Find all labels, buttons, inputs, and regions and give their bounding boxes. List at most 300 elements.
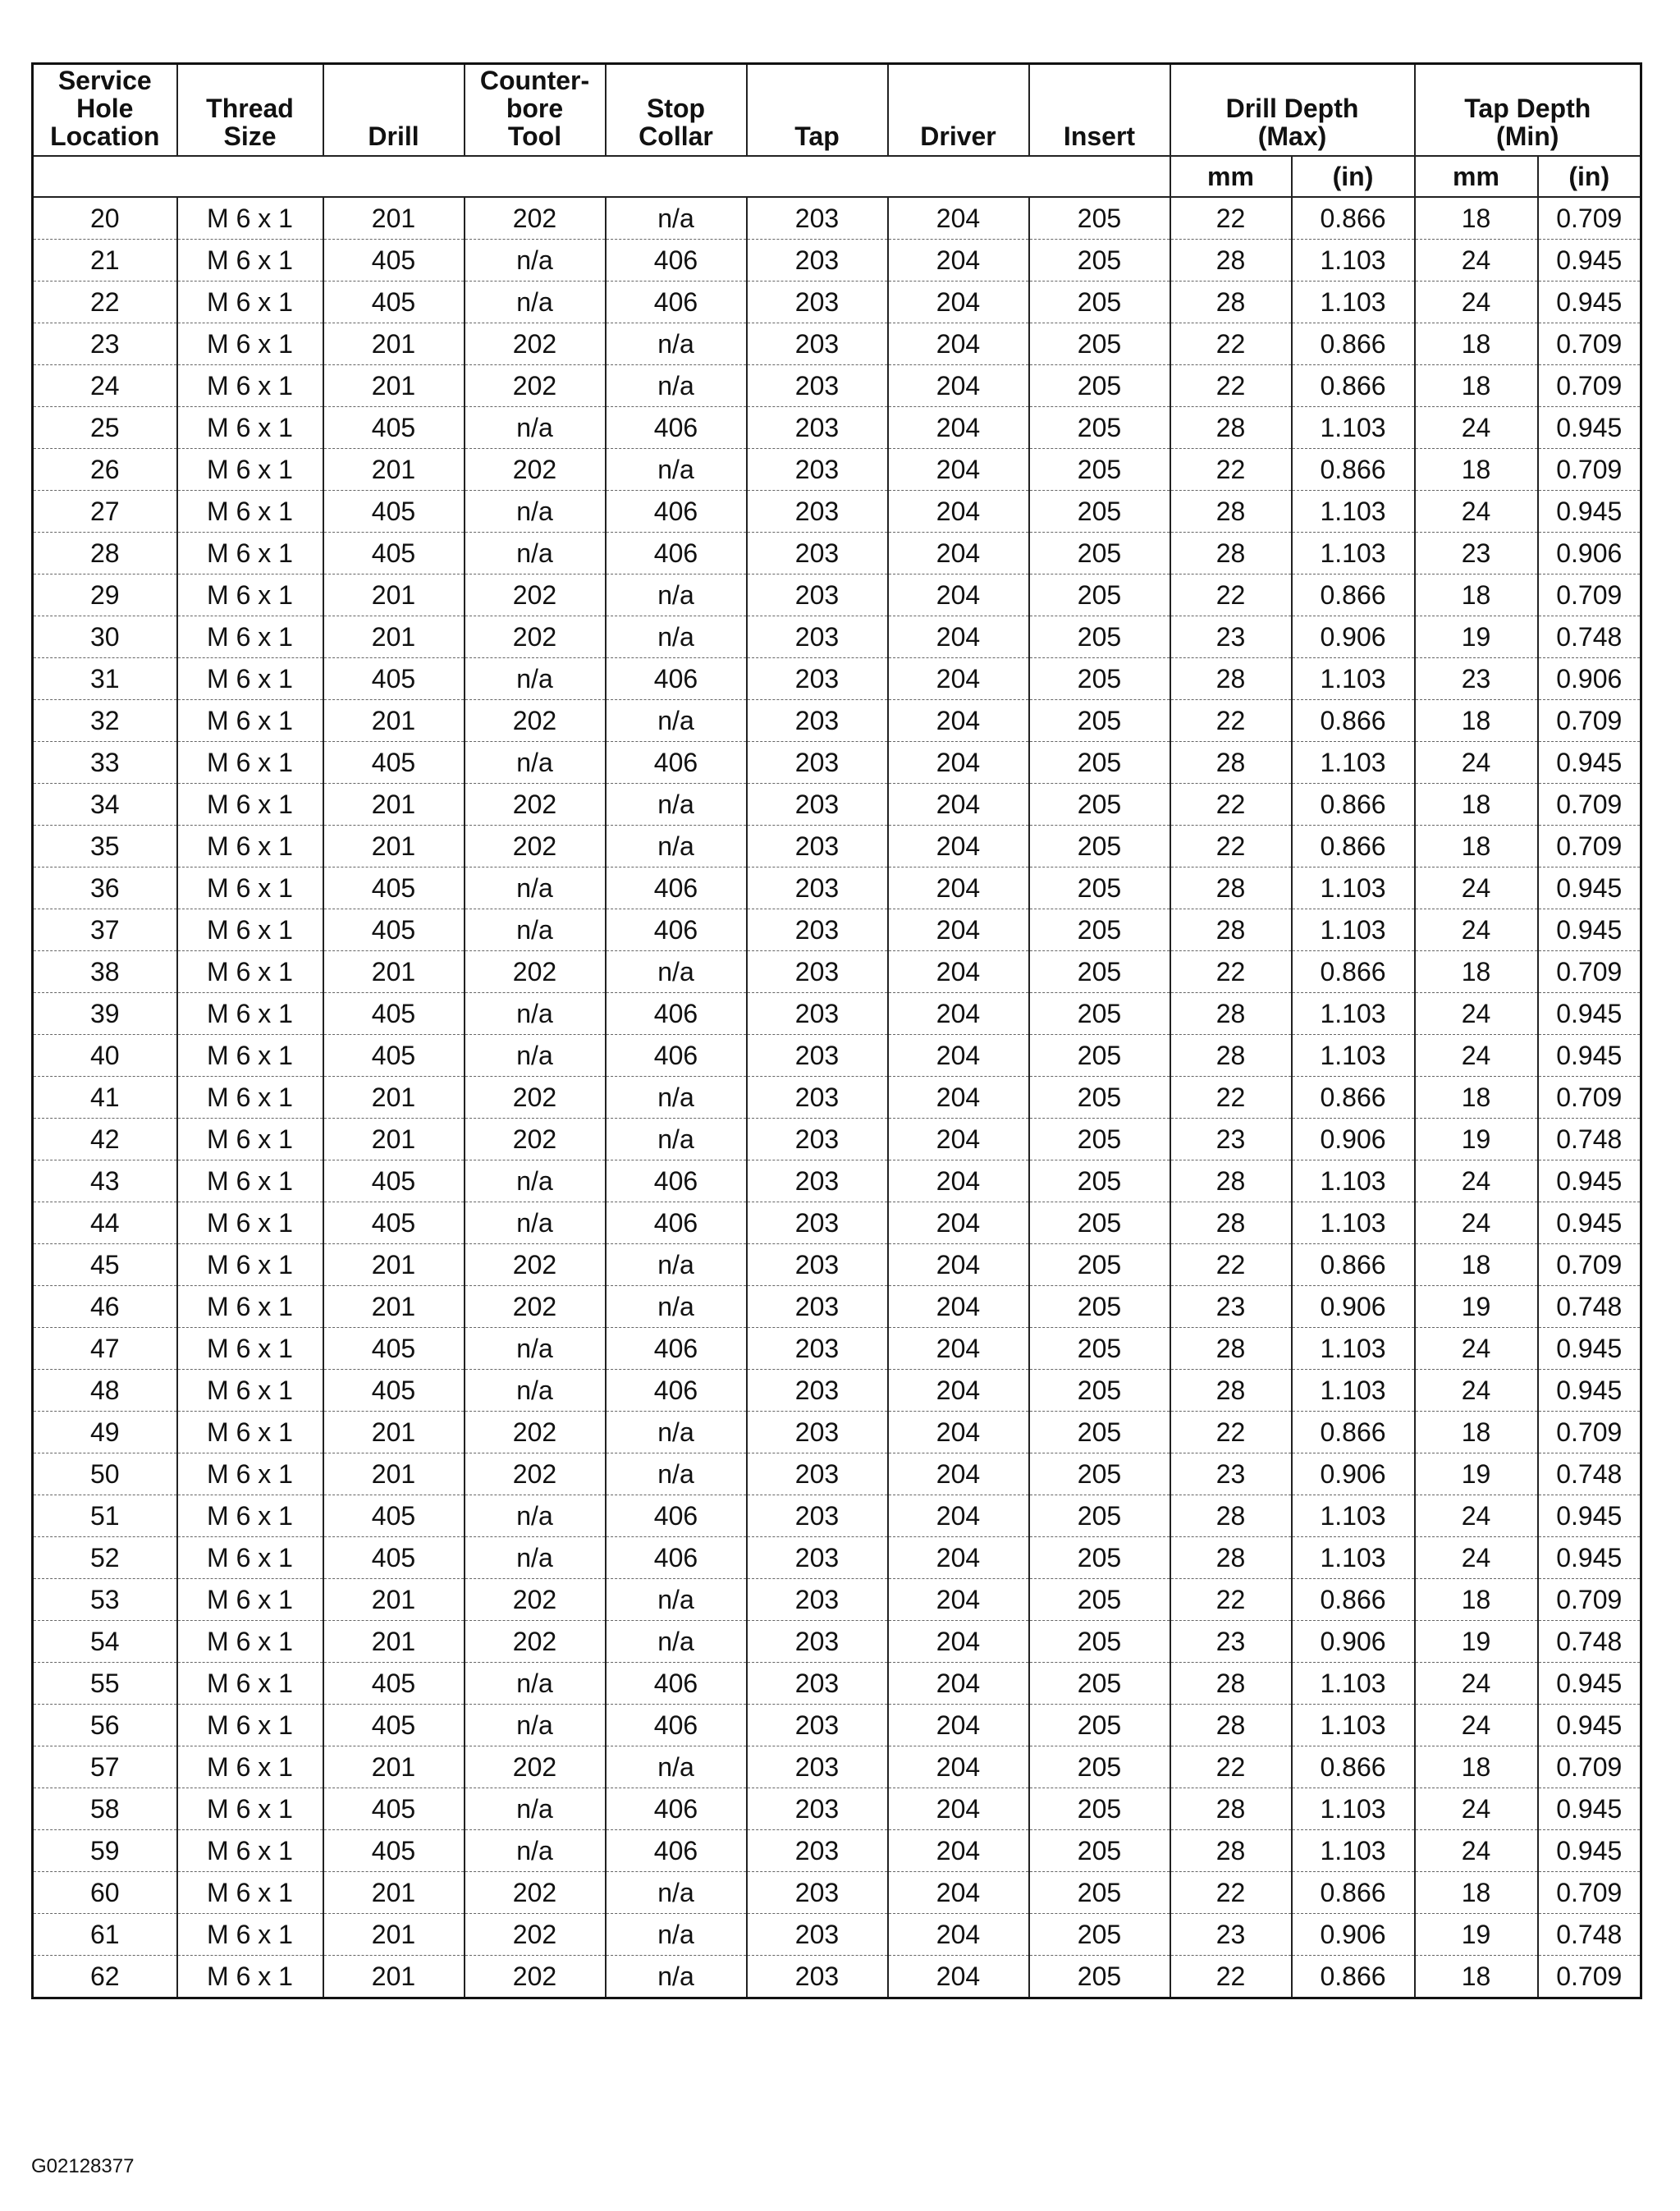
cell-drill-depth-in: 0.866 [1292, 1956, 1415, 1998]
cell-driver: 204 [888, 616, 1029, 658]
cell-drill: 405 [323, 1830, 465, 1872]
cell-drill: 201 [323, 1914, 465, 1956]
cell-driver: 204 [888, 323, 1029, 365]
cell-tap: 203 [747, 1202, 888, 1244]
cell-drill-depth-mm: 28 [1170, 1328, 1292, 1370]
cell-stop-collar: n/a [606, 1412, 747, 1453]
cell-stop-collar: n/a [606, 1579, 747, 1621]
cell-drill: 201 [323, 1286, 465, 1328]
cell-counterbore-tool: 202 [465, 826, 606, 867]
table-row [33, 1328, 1641, 1370]
header-drill: Drill [323, 64, 465, 157]
cell-insert: 205 [1029, 826, 1170, 867]
cell-drill-depth-in: 1.103 [1292, 1705, 1415, 1746]
cell-driver: 204 [888, 1119, 1029, 1160]
cell-counterbore-tool: 202 [465, 197, 606, 240]
cell-tap-depth-mm: 18 [1415, 1412, 1538, 1453]
cell-counterbore-tool: n/a [465, 1035, 606, 1077]
cell-drill: 405 [323, 240, 465, 282]
table-row [33, 240, 1641, 282]
cell-drill-depth-in: 1.103 [1292, 1537, 1415, 1579]
header-text: Location [50, 121, 160, 151]
cell-tap-depth-mm: 18 [1415, 700, 1538, 742]
cell-tap-depth-in: 0.709 [1538, 365, 1641, 407]
cell-stop-collar: 406 [606, 1370, 747, 1412]
cell-drill-depth-mm: 28 [1170, 742, 1292, 784]
cell-tap: 203 [747, 951, 888, 993]
cell-stop-collar: 406 [606, 1830, 747, 1872]
table-row [33, 1663, 1641, 1705]
cell-location: 21 [33, 240, 177, 282]
cell-tap-depth-in: 0.748 [1538, 1621, 1641, 1663]
cell-drill-depth-in: 0.866 [1292, 449, 1415, 491]
cell-drill-depth-mm: 28 [1170, 658, 1292, 700]
cell-thread-size: M 6 x 1 [177, 1160, 323, 1202]
cell-insert: 205 [1029, 1956, 1170, 1998]
cell-tap: 203 [747, 1579, 888, 1621]
cell-tap: 203 [747, 1495, 888, 1537]
cell-tap: 203 [747, 1077, 888, 1119]
cell-drill-depth-mm: 28 [1170, 1202, 1292, 1244]
cell-drill: 201 [323, 700, 465, 742]
units-row-spacer [33, 156, 1170, 197]
header-tap: Tap [747, 64, 888, 157]
cell-tap: 203 [747, 1412, 888, 1453]
cell-tap-depth-in: 0.945 [1538, 1202, 1641, 1244]
cell-tap-depth-mm: 24 [1415, 1495, 1538, 1537]
cell-driver: 204 [888, 1286, 1029, 1328]
cell-drill: 405 [323, 533, 465, 574]
table-row [33, 1495, 1641, 1537]
cell-location: 56 [33, 1705, 177, 1746]
cell-thread-size: M 6 x 1 [177, 1746, 323, 1788]
header-driver: Driver [888, 64, 1029, 157]
table-row [33, 282, 1641, 323]
cell-counterbore-tool: n/a [465, 909, 606, 951]
table-row [33, 1621, 1641, 1663]
cell-stop-collar: 406 [606, 1035, 747, 1077]
cell-counterbore-tool: n/a [465, 1328, 606, 1370]
table-row [33, 449, 1641, 491]
cell-drill-depth-mm: 22 [1170, 1412, 1292, 1453]
unit-drill-mm: mm [1170, 156, 1292, 197]
cell-insert: 205 [1029, 1202, 1170, 1244]
cell-drill: 201 [323, 616, 465, 658]
cell-drill: 405 [323, 1160, 465, 1202]
cell-drill-depth-mm: 28 [1170, 909, 1292, 951]
cell-tap-depth-in: 0.709 [1538, 1077, 1641, 1119]
cell-tap-depth-in: 0.945 [1538, 1160, 1641, 1202]
cell-counterbore-tool: 202 [465, 323, 606, 365]
cell-counterbore-tool: n/a [465, 1788, 606, 1830]
cell-driver: 204 [888, 1914, 1029, 1956]
cell-tap-depth-mm: 18 [1415, 197, 1538, 240]
cell-driver: 204 [888, 574, 1029, 616]
cell-location: 57 [33, 1746, 177, 1788]
header-text: (Max) [1257, 121, 1327, 151]
cell-tap: 203 [747, 491, 888, 533]
cell-stop-collar: n/a [606, 1872, 747, 1914]
cell-driver: 204 [888, 1244, 1029, 1286]
cell-drill-depth-in: 0.906 [1292, 616, 1415, 658]
cell-thread-size: M 6 x 1 [177, 909, 323, 951]
cell-tap: 203 [747, 365, 888, 407]
cell-tap: 203 [747, 1160, 888, 1202]
cell-tap-depth-in: 0.945 [1538, 282, 1641, 323]
table-row [33, 533, 1641, 574]
cell-drill-depth-in: 1.103 [1292, 282, 1415, 323]
cell-thread-size: M 6 x 1 [177, 1328, 323, 1370]
cell-driver: 204 [888, 742, 1029, 784]
cell-counterbore-tool: 202 [465, 1579, 606, 1621]
cell-thread-size: M 6 x 1 [177, 1244, 323, 1286]
cell-insert: 205 [1029, 1872, 1170, 1914]
cell-thread-size: M 6 x 1 [177, 993, 323, 1035]
header-text: Counter- [479, 66, 590, 95]
header-row [33, 64, 1641, 157]
cell-thread-size: M 6 x 1 [177, 826, 323, 867]
table-row [33, 574, 1641, 616]
cell-location: 45 [33, 1244, 177, 1286]
cell-tap: 203 [747, 826, 888, 867]
cell-driver: 204 [888, 784, 1029, 826]
cell-counterbore-tool: n/a [465, 1830, 606, 1872]
cell-thread-size: M 6 x 1 [177, 1412, 323, 1453]
table-row [33, 909, 1641, 951]
table-row [33, 1453, 1641, 1495]
cell-counterbore-tool: n/a [465, 1495, 606, 1537]
cell-thread-size: M 6 x 1 [177, 365, 323, 407]
cell-drill-depth-mm: 22 [1170, 323, 1292, 365]
cell-drill: 201 [323, 1244, 465, 1286]
cell-drill: 201 [323, 574, 465, 616]
cell-tap-depth-in: 0.945 [1538, 742, 1641, 784]
cell-insert: 205 [1029, 1370, 1170, 1412]
cell-drill-depth-in: 1.103 [1292, 742, 1415, 784]
cell-insert: 205 [1029, 1537, 1170, 1579]
cell-insert: 205 [1029, 449, 1170, 491]
cell-tap-depth-in: 0.709 [1538, 449, 1641, 491]
cell-counterbore-tool: n/a [465, 533, 606, 574]
table-row [33, 1160, 1641, 1202]
cell-stop-collar: n/a [606, 1956, 747, 1998]
cell-driver: 204 [888, 197, 1029, 240]
cell-drill-depth-mm: 22 [1170, 1077, 1292, 1119]
cell-driver: 204 [888, 1872, 1029, 1914]
cell-tap-depth-mm: 18 [1415, 1746, 1538, 1788]
table-row [33, 407, 1641, 449]
cell-location: 60 [33, 1872, 177, 1914]
cell-driver: 204 [888, 1453, 1029, 1495]
cell-insert: 205 [1029, 867, 1170, 909]
cell-tap-depth-in: 0.748 [1538, 1453, 1641, 1495]
cell-driver: 204 [888, 1495, 1029, 1537]
cell-counterbore-tool: n/a [465, 1537, 606, 1579]
cell-stop-collar: 406 [606, 1160, 747, 1202]
cell-driver: 204 [888, 1746, 1029, 1788]
cell-drill-depth-in: 0.866 [1292, 197, 1415, 240]
cell-drill-depth-mm: 28 [1170, 1788, 1292, 1830]
cell-location: 37 [33, 909, 177, 951]
cell-thread-size: M 6 x 1 [177, 951, 323, 993]
cell-drill-depth-in: 1.103 [1292, 993, 1415, 1035]
cell-counterbore-tool: n/a [465, 1160, 606, 1202]
cell-tap-depth-mm: 24 [1415, 1537, 1538, 1579]
cell-drill: 201 [323, 1872, 465, 1914]
cell-tap-depth-in: 0.709 [1538, 784, 1641, 826]
table-row [33, 1830, 1641, 1872]
cell-drill: 201 [323, 1412, 465, 1453]
cell-tap-depth-in: 0.709 [1538, 1579, 1641, 1621]
cell-drill-depth-in: 1.103 [1292, 1328, 1415, 1370]
header-text: (Min) [1496, 121, 1559, 151]
cell-counterbore-tool: 202 [465, 700, 606, 742]
cell-driver: 204 [888, 1077, 1029, 1119]
cell-thread-size: M 6 x 1 [177, 1119, 323, 1160]
cell-thread-size: M 6 x 1 [177, 574, 323, 616]
cell-drill: 201 [323, 951, 465, 993]
cell-drill: 405 [323, 407, 465, 449]
cell-insert: 205 [1029, 1244, 1170, 1286]
cell-stop-collar: n/a [606, 574, 747, 616]
cell-stop-collar: 406 [606, 1328, 747, 1370]
cell-drill-depth-in: 0.866 [1292, 1579, 1415, 1621]
cell-tap-depth-in: 0.748 [1538, 1119, 1641, 1160]
cell-drill-depth-mm: 28 [1170, 1830, 1292, 1872]
cell-location: 38 [33, 951, 177, 993]
cell-drill-depth-mm: 28 [1170, 282, 1292, 323]
cell-tap-depth-in: 0.709 [1538, 574, 1641, 616]
cell-drill-depth-in: 0.866 [1292, 1077, 1415, 1119]
cell-tap-depth-in: 0.945 [1538, 1537, 1641, 1579]
cell-stop-collar: 406 [606, 1788, 747, 1830]
cell-tap-depth-mm: 24 [1415, 407, 1538, 449]
cell-drill-depth-in: 0.866 [1292, 1244, 1415, 1286]
cell-drill-depth-mm: 28 [1170, 491, 1292, 533]
cell-drill-depth-mm: 22 [1170, 700, 1292, 742]
cell-stop-collar: n/a [606, 1077, 747, 1119]
table-row [33, 1914, 1641, 1956]
cell-counterbore-tool: 202 [465, 1453, 606, 1495]
cell-location: 54 [33, 1621, 177, 1663]
cell-drill-depth-in: 1.103 [1292, 533, 1415, 574]
cell-tap-depth-mm: 24 [1415, 1663, 1538, 1705]
cell-stop-collar: n/a [606, 197, 747, 240]
cell-location: 46 [33, 1286, 177, 1328]
cell-drill-depth-in: 0.866 [1292, 1746, 1415, 1788]
unit-drill-in: (in) [1292, 156, 1415, 197]
cell-drill: 201 [323, 1453, 465, 1495]
cell-drill-depth-in: 1.103 [1292, 867, 1415, 909]
cell-insert: 205 [1029, 1412, 1170, 1453]
table-body [33, 197, 1641, 1998]
cell-drill-depth-in: 0.866 [1292, 1412, 1415, 1453]
cell-tap: 203 [747, 1370, 888, 1412]
cell-counterbore-tool: n/a [465, 742, 606, 784]
cell-tap: 203 [747, 574, 888, 616]
cell-stop-collar: n/a [606, 1119, 747, 1160]
cell-counterbore-tool: 202 [465, 1119, 606, 1160]
cell-drill: 201 [323, 197, 465, 240]
cell-insert: 205 [1029, 1579, 1170, 1621]
cell-thread-size: M 6 x 1 [177, 1537, 323, 1579]
cell-insert: 205 [1029, 1788, 1170, 1830]
cell-drill-depth-mm: 28 [1170, 867, 1292, 909]
cell-drill-depth-mm: 28 [1170, 1370, 1292, 1412]
cell-counterbore-tool: n/a [465, 867, 606, 909]
cell-drill: 405 [323, 491, 465, 533]
cell-drill-depth-in: 1.103 [1292, 1495, 1415, 1537]
cell-tap-depth-in: 0.906 [1538, 658, 1641, 700]
cell-tap-depth-in: 0.709 [1538, 826, 1641, 867]
cell-stop-collar: n/a [606, 1914, 747, 1956]
header-text: Stop [646, 94, 706, 123]
table-row [33, 323, 1641, 365]
cell-stop-collar: 406 [606, 742, 747, 784]
cell-tap: 203 [747, 909, 888, 951]
cell-drill: 405 [323, 658, 465, 700]
table-row [33, 491, 1641, 533]
cell-tap-depth-in: 0.945 [1538, 1788, 1641, 1830]
cell-tap: 203 [747, 1328, 888, 1370]
cell-drill-depth-mm: 28 [1170, 533, 1292, 574]
cell-stop-collar: n/a [606, 449, 747, 491]
cell-tap-depth-mm: 18 [1415, 1244, 1538, 1286]
cell-drill-depth-mm: 23 [1170, 1914, 1292, 1956]
cell-drill: 405 [323, 867, 465, 909]
cell-insert: 205 [1029, 1328, 1170, 1370]
cell-drill: 201 [323, 1579, 465, 1621]
cell-insert: 205 [1029, 365, 1170, 407]
cell-thread-size: M 6 x 1 [177, 1286, 323, 1328]
cell-drill-depth-in: 0.906 [1292, 1119, 1415, 1160]
cell-stop-collar: n/a [606, 784, 747, 826]
cell-drill: 405 [323, 993, 465, 1035]
cell-counterbore-tool: 202 [465, 1956, 606, 1998]
header-tap-depth [1415, 64, 1641, 157]
cell-stop-collar: 406 [606, 491, 747, 533]
cell-driver: 204 [888, 449, 1029, 491]
cell-driver: 204 [888, 700, 1029, 742]
header-drill-depth [1170, 64, 1415, 157]
cell-driver: 204 [888, 407, 1029, 449]
cell-insert: 205 [1029, 197, 1170, 240]
cell-stop-collar: 406 [606, 1202, 747, 1244]
cell-counterbore-tool: n/a [465, 282, 606, 323]
cell-tap-depth-in: 0.709 [1538, 1872, 1641, 1914]
cell-counterbore-tool: 202 [465, 1077, 606, 1119]
table-row [33, 1579, 1641, 1621]
cell-location: 53 [33, 1579, 177, 1621]
cell-tap: 203 [747, 1705, 888, 1746]
cell-tap: 203 [747, 616, 888, 658]
cell-drill-depth-in: 0.866 [1292, 784, 1415, 826]
cell-tap: 203 [747, 1537, 888, 1579]
header-text: Drill Depth [1225, 94, 1359, 123]
cell-location: 30 [33, 616, 177, 658]
cell-driver: 204 [888, 867, 1029, 909]
cell-drill: 405 [323, 1663, 465, 1705]
cell-tap-depth-in: 0.945 [1538, 1035, 1641, 1077]
header-thread-size [177, 64, 323, 157]
cell-location: 48 [33, 1370, 177, 1412]
cell-drill: 201 [323, 784, 465, 826]
cell-tap-depth-in: 0.906 [1538, 533, 1641, 574]
table-row [33, 1537, 1641, 1579]
cell-insert: 205 [1029, 1119, 1170, 1160]
cell-drill: 405 [323, 909, 465, 951]
table-row [33, 1286, 1641, 1328]
cell-tap-depth-mm: 19 [1415, 1119, 1538, 1160]
cell-driver: 204 [888, 1035, 1029, 1077]
cell-driver: 204 [888, 533, 1029, 574]
cell-counterbore-tool: 202 [465, 951, 606, 993]
cell-location: 27 [33, 491, 177, 533]
table-row [33, 197, 1641, 240]
cell-location: 28 [33, 533, 177, 574]
cell-driver: 204 [888, 1705, 1029, 1746]
cell-location: 35 [33, 826, 177, 867]
cell-tap-depth-in: 0.945 [1538, 1370, 1641, 1412]
cell-thread-size: M 6 x 1 [177, 407, 323, 449]
cell-drill-depth-in: 0.866 [1292, 826, 1415, 867]
cell-drill: 405 [323, 1202, 465, 1244]
table-row [33, 1035, 1641, 1077]
table-row [33, 784, 1641, 826]
cell-insert: 205 [1029, 1453, 1170, 1495]
cell-tap-depth-mm: 24 [1415, 1370, 1538, 1412]
cell-tap: 203 [747, 1914, 888, 1956]
cell-insert: 205 [1029, 574, 1170, 616]
cell-location: 20 [33, 197, 177, 240]
cell-tap: 203 [747, 700, 888, 742]
cell-tap: 203 [747, 658, 888, 700]
cell-tap-depth-mm: 19 [1415, 1914, 1538, 1956]
cell-tap-depth-in: 0.709 [1538, 323, 1641, 365]
cell-location: 39 [33, 993, 177, 1035]
cell-thread-size: M 6 x 1 [177, 1705, 323, 1746]
cell-tap: 203 [747, 1830, 888, 1872]
cell-drill-depth-in: 0.866 [1292, 951, 1415, 993]
cell-tap-depth-mm: 19 [1415, 1286, 1538, 1328]
cell-insert: 205 [1029, 1160, 1170, 1202]
cell-location: 44 [33, 1202, 177, 1244]
cell-insert: 205 [1029, 742, 1170, 784]
cell-insert: 205 [1029, 1914, 1170, 1956]
cell-tap: 203 [747, 323, 888, 365]
cell-location: 26 [33, 449, 177, 491]
cell-stop-collar: 406 [606, 993, 747, 1035]
cell-tap-depth-mm: 19 [1415, 616, 1538, 658]
table-row [33, 1119, 1641, 1160]
cell-stop-collar: 406 [606, 658, 747, 700]
cell-thread-size: M 6 x 1 [177, 240, 323, 282]
cell-stop-collar: 406 [606, 407, 747, 449]
table-row [33, 365, 1641, 407]
cell-tap-depth-mm: 18 [1415, 1579, 1538, 1621]
table-row [33, 993, 1641, 1035]
cell-tap-depth-mm: 18 [1415, 826, 1538, 867]
cell-drill: 201 [323, 365, 465, 407]
cell-counterbore-tool: n/a [465, 491, 606, 533]
cell-drill-depth-mm: 28 [1170, 1705, 1292, 1746]
cell-tap: 203 [747, 1119, 888, 1160]
cell-tap-depth-mm: 19 [1415, 1621, 1538, 1663]
cell-location: 51 [33, 1495, 177, 1537]
cell-drill-depth-in: 1.103 [1292, 1663, 1415, 1705]
cell-drill: 405 [323, 742, 465, 784]
cell-tap-depth-in: 0.748 [1538, 1914, 1641, 1956]
